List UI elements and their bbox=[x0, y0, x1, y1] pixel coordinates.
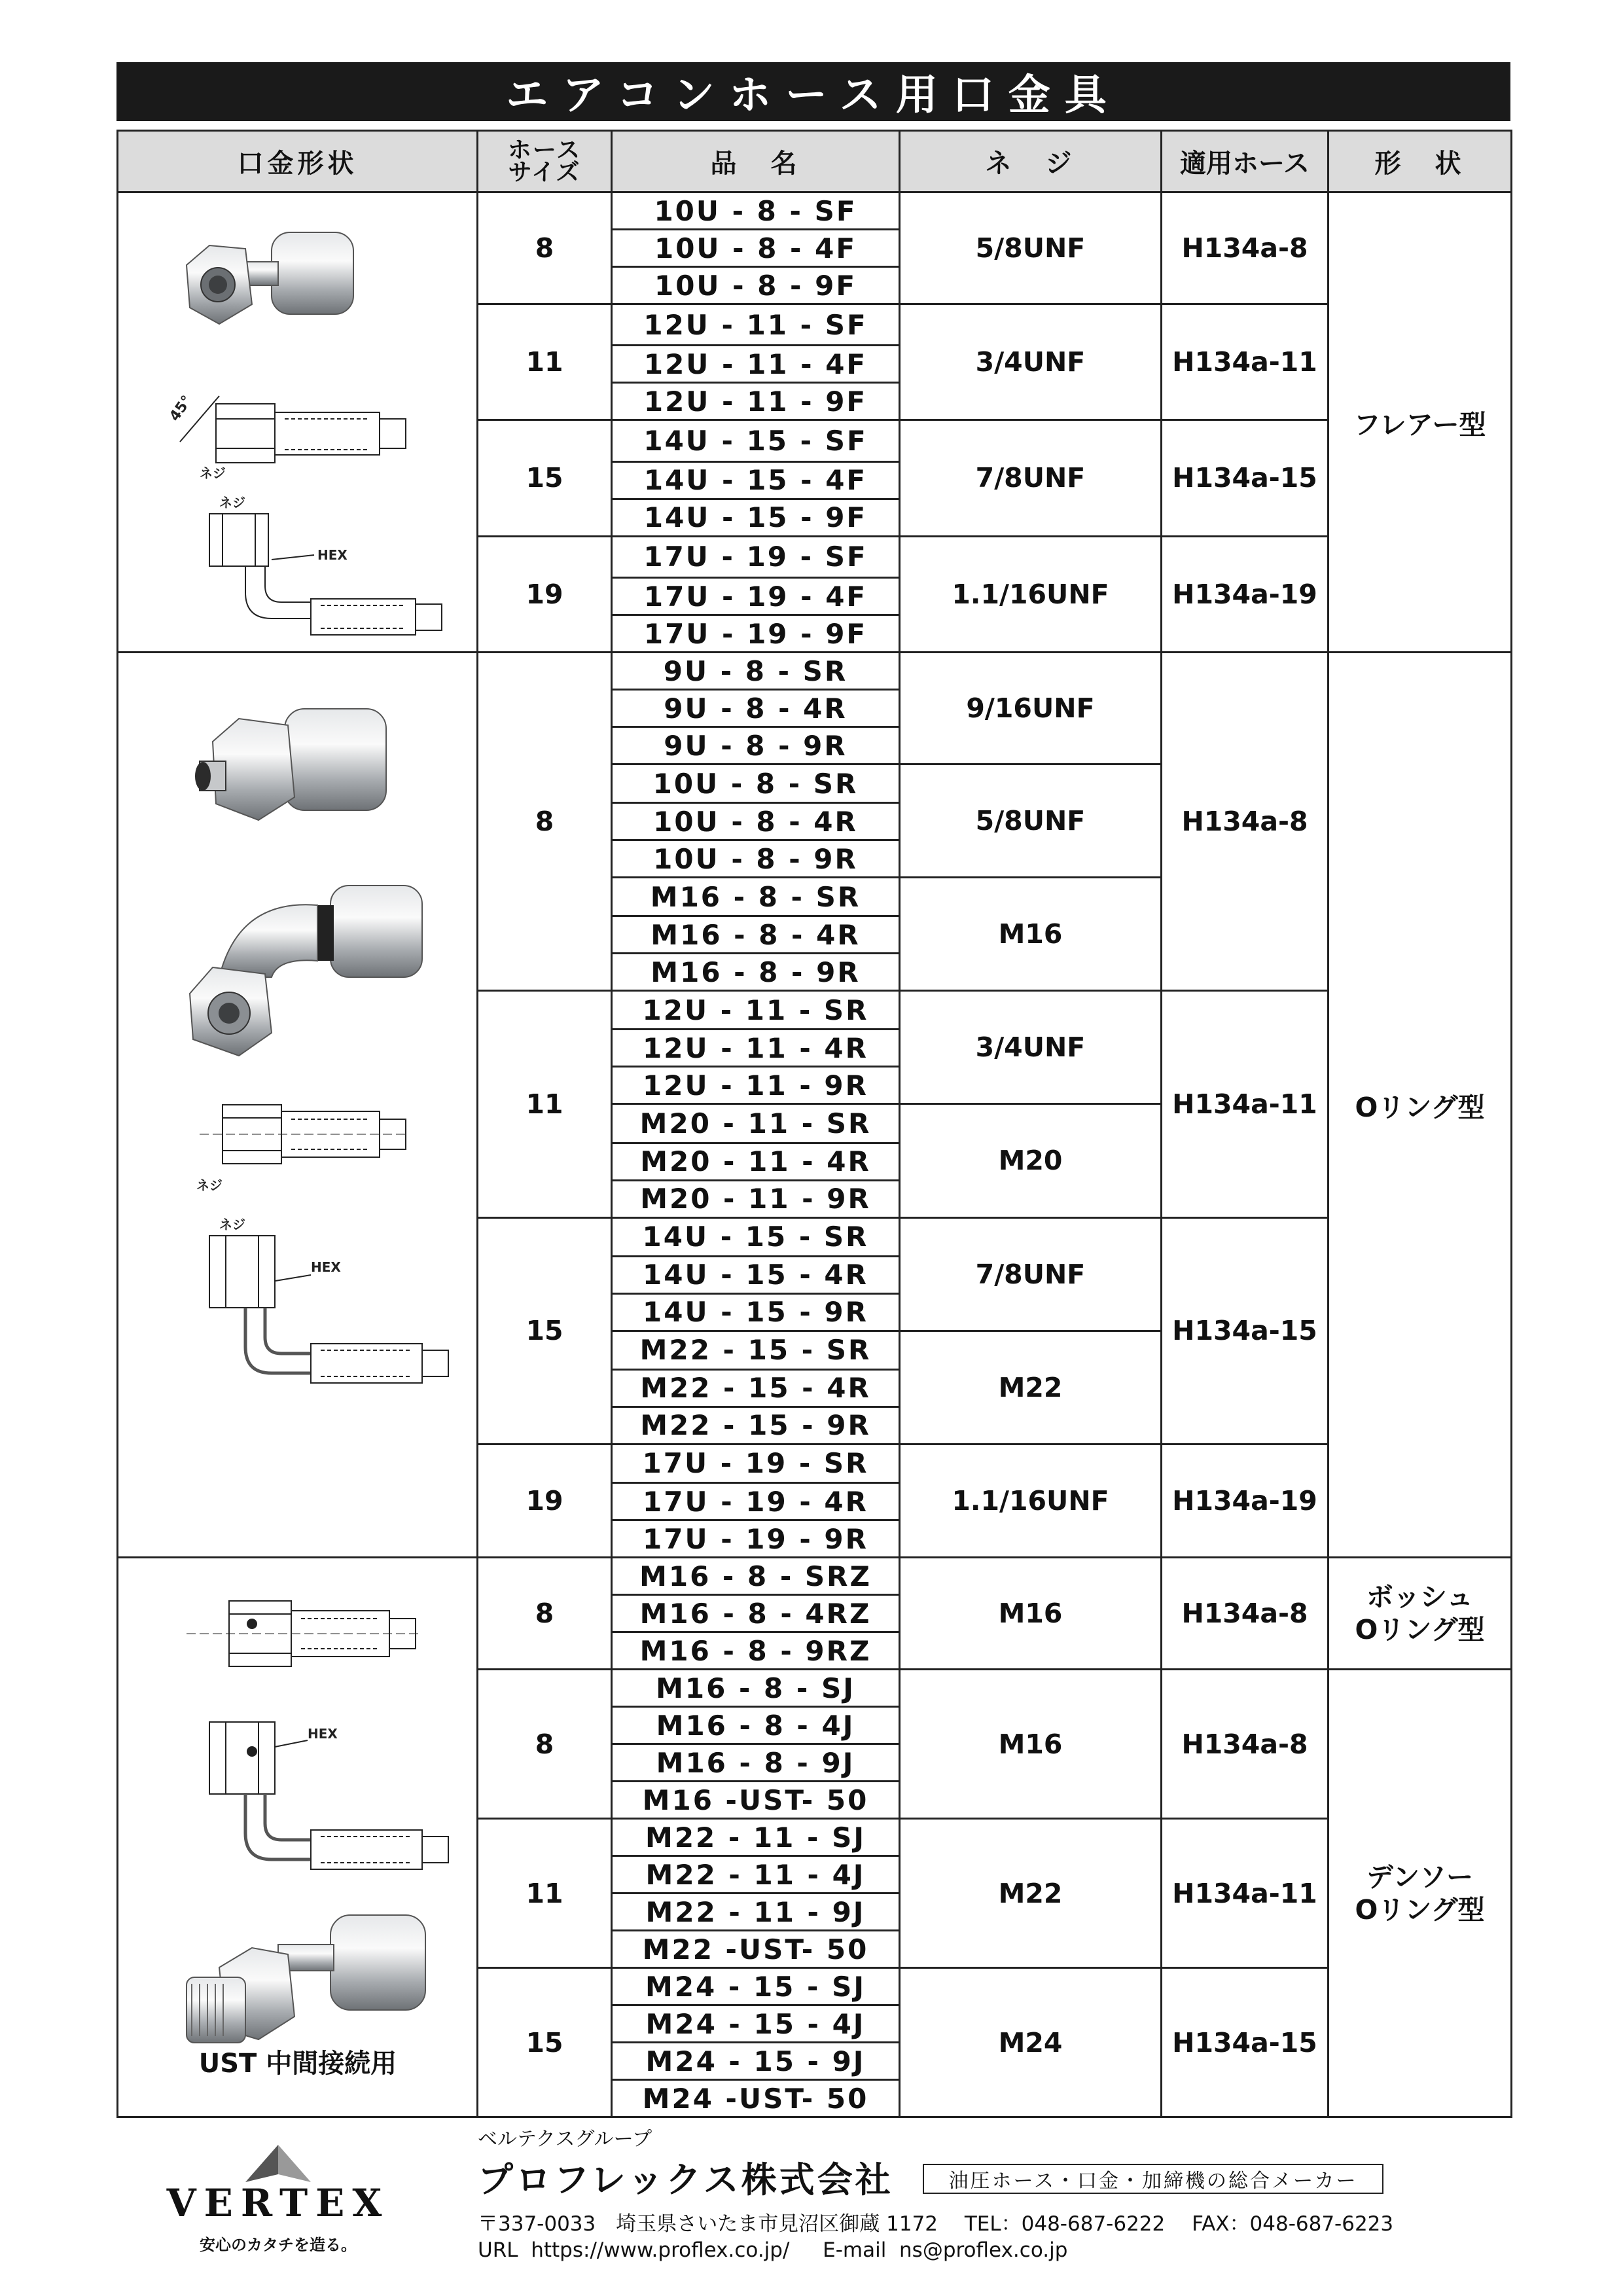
hose-size-cell: 11 bbox=[478, 304, 612, 420]
part-number: 14U - 15 - 9F bbox=[612, 499, 900, 536]
part-number: M20 - 11 - 9R bbox=[612, 1180, 900, 1217]
oring-section-drawing bbox=[196, 1105, 409, 1193]
bosch-denso-drawing bbox=[121, 1558, 474, 2082]
flare-section-drawing bbox=[166, 393, 406, 481]
header-hose-size: ホース サイズ bbox=[478, 131, 612, 192]
part-number: M16 - 8 - SRZ bbox=[612, 1558, 900, 1595]
part-number: 17U - 19 - 9F bbox=[612, 615, 900, 653]
part-number: 17U - 19 - 9R bbox=[612, 1520, 900, 1558]
part-number: M22 -UST- 50 bbox=[612, 1931, 900, 1968]
part-number: M16 -UST- 50 bbox=[612, 1782, 900, 1819]
svg-text:ネジ: ネジ bbox=[196, 1177, 223, 1193]
part-number: 9U - 8 - 9R bbox=[612, 727, 900, 764]
thread-cell: 7/8UNF bbox=[900, 1217, 1162, 1331]
hose-cell: H134a-11 bbox=[1162, 304, 1329, 420]
hose-size-cell: 8 bbox=[478, 1558, 612, 1670]
part-number: 14U - 15 - 4R bbox=[612, 1256, 900, 1293]
flare-elbow-drawing bbox=[209, 495, 442, 635]
oring-fitting-drawing bbox=[121, 653, 474, 1550]
thread-cell: 5/8UNF bbox=[900, 192, 1162, 304]
hose-size-cell: 11 bbox=[478, 991, 612, 1217]
part-number: M16 - 8 - 9J bbox=[612, 1744, 900, 1782]
header-thread: ネ ジ bbox=[900, 131, 1162, 192]
part-number: 12U - 11 - 9F bbox=[612, 383, 900, 420]
part-number: 17U - 19 - 4F bbox=[612, 578, 900, 615]
part-number: M16 - 8 - SJ bbox=[612, 1670, 900, 1707]
form-cell-flare: フレアー型 bbox=[1329, 192, 1512, 653]
part-number: M20 - 11 - SR bbox=[612, 1104, 900, 1143]
hose-size-cell: 19 bbox=[478, 1444, 612, 1557]
thread-cell: M16 bbox=[900, 1558, 1162, 1670]
part-number: 10U - 8 - 9F bbox=[612, 267, 900, 304]
bosch-denso-fitting-images bbox=[118, 1558, 478, 2117]
group-label: ベルテクスグループ bbox=[478, 2128, 652, 2151]
hose-size-cell: 15 bbox=[478, 1968, 612, 2117]
hose-size-cell: 19 bbox=[478, 536, 612, 652]
hose-cell: H134a-8 bbox=[1162, 1558, 1329, 1670]
thread-cell: 1.1/16UNF bbox=[900, 536, 1162, 652]
thread-cell: 3/4UNF bbox=[900, 991, 1162, 1104]
part-number: 14U - 15 - 4F bbox=[612, 461, 900, 499]
hose-cell: H134a-8 bbox=[1162, 1670, 1329, 1819]
part-number: 10U - 8 - 4R bbox=[612, 803, 900, 840]
thread-cell: 1.1/16UNF bbox=[900, 1444, 1162, 1557]
part-number: 10U - 8 - SR bbox=[612, 764, 900, 803]
part-number: 14U - 15 - SR bbox=[612, 1217, 900, 1256]
thread-cell: M22 bbox=[900, 1819, 1162, 1968]
hose-cell: H134a-19 bbox=[1162, 536, 1329, 652]
part-number: M16 - 8 - 9R bbox=[612, 954, 900, 991]
part-number: 12U - 11 - SR bbox=[612, 991, 900, 1030]
flare-fitting-photo bbox=[187, 232, 353, 324]
thread-cell: 9/16UNF bbox=[900, 653, 1162, 764]
part-number: 12U - 11 - SF bbox=[612, 304, 900, 346]
flare-fitting-drawing bbox=[121, 193, 474, 645]
svg-text:HEX: HEX bbox=[317, 547, 348, 563]
part-number: 17U - 19 - SR bbox=[612, 1444, 900, 1482]
part-number: M22 - 11 - 4J bbox=[612, 1856, 900, 1893]
svg-text:45°: 45° bbox=[166, 393, 196, 425]
part-number: 10U - 8 - 9R bbox=[612, 840, 900, 878]
hose-cell: H134a-8 bbox=[1162, 653, 1329, 991]
part-number: 17U - 19 - SF bbox=[612, 536, 900, 577]
bosch-section-drawing bbox=[187, 1601, 422, 1666]
svg-text:HEX: HEX bbox=[307, 1726, 338, 1742]
hose-cell: H134a-15 bbox=[1162, 1968, 1329, 2117]
header-shape: 口金形状 bbox=[118, 131, 478, 192]
oring-straight-photo bbox=[195, 709, 386, 820]
svg-text:HEX: HEX bbox=[310, 1259, 341, 1275]
part-number: 14U - 15 - 9R bbox=[612, 1293, 900, 1331]
hose-cell: H134a-8 bbox=[1162, 192, 1329, 304]
part-number: 9U - 8 - 4R bbox=[612, 690, 900, 727]
oring-fitting-images bbox=[118, 653, 478, 1558]
hose-size-cell: 8 bbox=[478, 1670, 612, 1819]
company-tagline: 油圧ホース・口金・加締機の総合メーカー bbox=[923, 2164, 1383, 2194]
part-number: M22 - 15 - 4R bbox=[612, 1369, 900, 1407]
oring-elbow-drawing bbox=[209, 1217, 448, 1383]
company-name: プロフレックス株式会社 bbox=[478, 2159, 893, 2200]
denso-elbow-drawing bbox=[209, 1722, 448, 1869]
oring-elbow-photo bbox=[190, 886, 422, 1056]
thread-cell: M22 bbox=[900, 1331, 1162, 1444]
part-number: M16 - 8 - 4J bbox=[612, 1707, 900, 1744]
ust-caption: UST 中間接続用 bbox=[198, 2049, 397, 2079]
part-number: 17U - 19 - 4R bbox=[612, 1483, 900, 1520]
ust-fitting-photo bbox=[187, 1915, 425, 2043]
hose-cell: H134a-15 bbox=[1162, 420, 1329, 536]
svg-text:ネジ: ネジ bbox=[219, 1217, 245, 1232]
header-row bbox=[118, 131, 1512, 192]
part-number: M24 - 15 - 9J bbox=[612, 2043, 900, 2080]
svg-text:ネジ: ネジ bbox=[199, 465, 226, 481]
hose-cell: H134a-11 bbox=[1162, 991, 1329, 1217]
vertex-logo bbox=[147, 2142, 409, 2254]
part-number: 10U - 8 - SF bbox=[612, 192, 900, 230]
part-number: M22 - 11 - SJ bbox=[612, 1819, 900, 1856]
part-number: 14U - 15 - SF bbox=[612, 420, 900, 461]
part-number: M22 - 15 - SR bbox=[612, 1331, 900, 1369]
contact-line: URL https://www.proflex.co.jp/ E-mail ns@proflex.co.jp bbox=[478, 2238, 1068, 2262]
hose-size-cell: 8 bbox=[478, 192, 612, 304]
thread-cell: M16 bbox=[900, 1670, 1162, 1819]
form-cell-denso: デンソー Oリング型 bbox=[1329, 1670, 1512, 2117]
svg-text:ネジ: ネジ bbox=[219, 495, 245, 511]
part-number: 10U - 8 - 4F bbox=[612, 230, 900, 267]
hose-cell: H134a-15 bbox=[1162, 1217, 1329, 1444]
thread-cell: M24 bbox=[900, 1968, 1162, 2117]
part-number: 9U - 8 - SR bbox=[612, 653, 900, 690]
vertex-tagline: 安心のカタチを造る。 bbox=[200, 2236, 357, 2254]
form-cell-bosch: ボッシュ Oリング型 bbox=[1329, 1558, 1512, 1670]
form-cell-oring: Oリング型 bbox=[1329, 653, 1512, 1558]
hose-size-cell: 15 bbox=[478, 1217, 612, 1444]
part-number: 12U - 11 - 4F bbox=[612, 346, 900, 383]
flare-fitting-images bbox=[118, 192, 478, 653]
part-number: M16 - 8 - 4R bbox=[612, 916, 900, 954]
part-number: M24 -UST- 50 bbox=[612, 2080, 900, 2117]
page-title: エアコンホース用口金具 bbox=[116, 62, 1510, 121]
part-number: 12U - 11 - 4R bbox=[612, 1030, 900, 1067]
hose-size-cell: 11 bbox=[478, 1819, 612, 1968]
header-form: 形 状 bbox=[1329, 131, 1512, 192]
thread-cell: 7/8UNF bbox=[900, 420, 1162, 536]
part-number: M22 - 11 - 9J bbox=[612, 1893, 900, 1931]
header-part-name: 品 名 bbox=[612, 131, 900, 192]
part-number: M16 - 8 - SR bbox=[612, 878, 900, 916]
fittings-table bbox=[116, 130, 1512, 2118]
address-line: 〒337-0033 埼玉県さいたま市見沼区御蔵 1172 TEL：048-687-6222 FAX：048-687-6223 bbox=[478, 2212, 1394, 2236]
thread-cell: 3/4UNF bbox=[900, 304, 1162, 420]
part-number: 12U - 11 - 9R bbox=[612, 1067, 900, 1104]
thread-cell: M16 bbox=[900, 878, 1162, 991]
thread-cell: M20 bbox=[900, 1104, 1162, 1217]
part-number: M16 - 8 - 4RZ bbox=[612, 1595, 900, 1632]
vertex-wordmark: VERTEX bbox=[166, 2181, 390, 2225]
hose-cell: H134a-11 bbox=[1162, 1819, 1329, 1968]
hose-size-cell: 8 bbox=[478, 653, 612, 991]
part-number: M24 - 15 - 4J bbox=[612, 2005, 900, 2043]
header-hose: 適用ホース bbox=[1162, 131, 1329, 192]
part-number: M20 - 11 - 4R bbox=[612, 1143, 900, 1180]
hose-cell: H134a-19 bbox=[1162, 1444, 1329, 1557]
hose-size-cell: 15 bbox=[478, 420, 612, 536]
part-number: M24 - 15 - SJ bbox=[612, 1968, 900, 2005]
part-number: M16 - 8 - 9RZ bbox=[612, 1632, 900, 1670]
thread-cell: 5/8UNF bbox=[900, 764, 1162, 878]
part-number: M22 - 15 - 9R bbox=[612, 1407, 900, 1444]
